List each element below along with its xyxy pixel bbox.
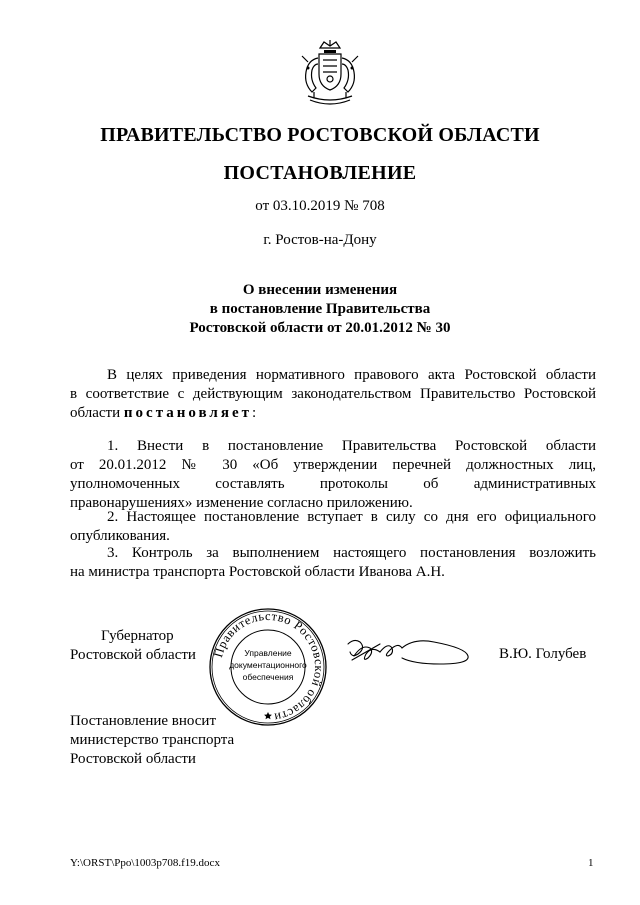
preamble-paragraph — [70, 366, 596, 423]
signatory-position — [70, 627, 196, 665]
paragraph-line: опубликования. — [70, 528, 170, 544]
document-subject — [0, 281, 640, 338]
item-1-paragraph — [70, 437, 596, 513]
paragraph-line: 3. Контроль за выполнением настоящего постановления возложить — [107, 545, 596, 561]
submitter-line: Ростовской области — [70, 751, 196, 767]
paragraph-line: уполномоченных составлять протоколы об административных — [70, 476, 596, 492]
paragraph-line: 2. Настоящее постановление вступает в силу со дня его официального — [107, 509, 596, 525]
submitter-note — [70, 712, 234, 769]
government-title: ПРАВИТЕЛЬСТВО РОСТОВСКОЙ ОБЛАСТИ — [100, 124, 540, 146]
paragraph-line: от 20.01.2012 № 30 «Об утверждении перечней должностных лиц, — [70, 457, 596, 473]
coat-of-arms-icon — [294, 38, 366, 110]
handwritten-signature-icon — [344, 630, 474, 674]
svg-text:обеспечения: обеспечения — [242, 672, 294, 682]
position-line: Ростовской области — [70, 647, 196, 663]
svg-text:Правительство Ростовской облас: Правительство Ростовской области — [211, 608, 327, 725]
official-stamp — [206, 605, 330, 729]
submitter-line: Постановление вносит — [70, 713, 217, 729]
paragraph-line — [70, 404, 596, 423]
paragraph-line: В целях приведения нормативного правового акта Ростовской области — [107, 367, 596, 383]
paragraph-line: в соответствие с действующим законодательством Правительство Ростовской — [70, 386, 596, 402]
subject-line: в постановление Правительства — [209, 301, 431, 317]
paragraph-line: на министра транспорта Ростовской области Иванова А.Н. — [70, 564, 445, 580]
position-line: Губернатор — [101, 628, 174, 644]
footer-file-path: Y:\ORST\Ppo\1003p708.f19.docx — [70, 857, 220, 869]
svg-text:Управление: Управление — [244, 648, 292, 658]
item-2-paragraph — [70, 508, 596, 546]
subject-line: О внесении изменения — [242, 282, 398, 298]
paragraph-line: правонарушениях» изменение согласно приложению. — [70, 495, 413, 511]
preamble-suffix: : — [252, 405, 257, 421]
subject-line: Ростовской области от 20.01.2012 № 30 — [189, 320, 451, 336]
preamble-prefix: области — [70, 405, 124, 421]
document-city: г. Ростов-на-Дону — [263, 232, 377, 248]
decree-keyword: постановляет — [123, 405, 252, 421]
item-3-paragraph — [70, 544, 596, 582]
paragraph-line: 1. Внести в постановление Правительства Ростовской области — [107, 438, 596, 454]
svg-text:документационного: документационного — [229, 660, 307, 670]
page-number: 1 — [588, 857, 594, 869]
document-date-number: от 03.10.2019 № 708 — [255, 198, 385, 214]
signatory-name: В.Ю. Голубев — [499, 646, 587, 662]
document-type: ПОСТАНОВЛЕНИЕ — [223, 162, 417, 184]
submitter-line: министерство транспорта — [70, 732, 235, 748]
